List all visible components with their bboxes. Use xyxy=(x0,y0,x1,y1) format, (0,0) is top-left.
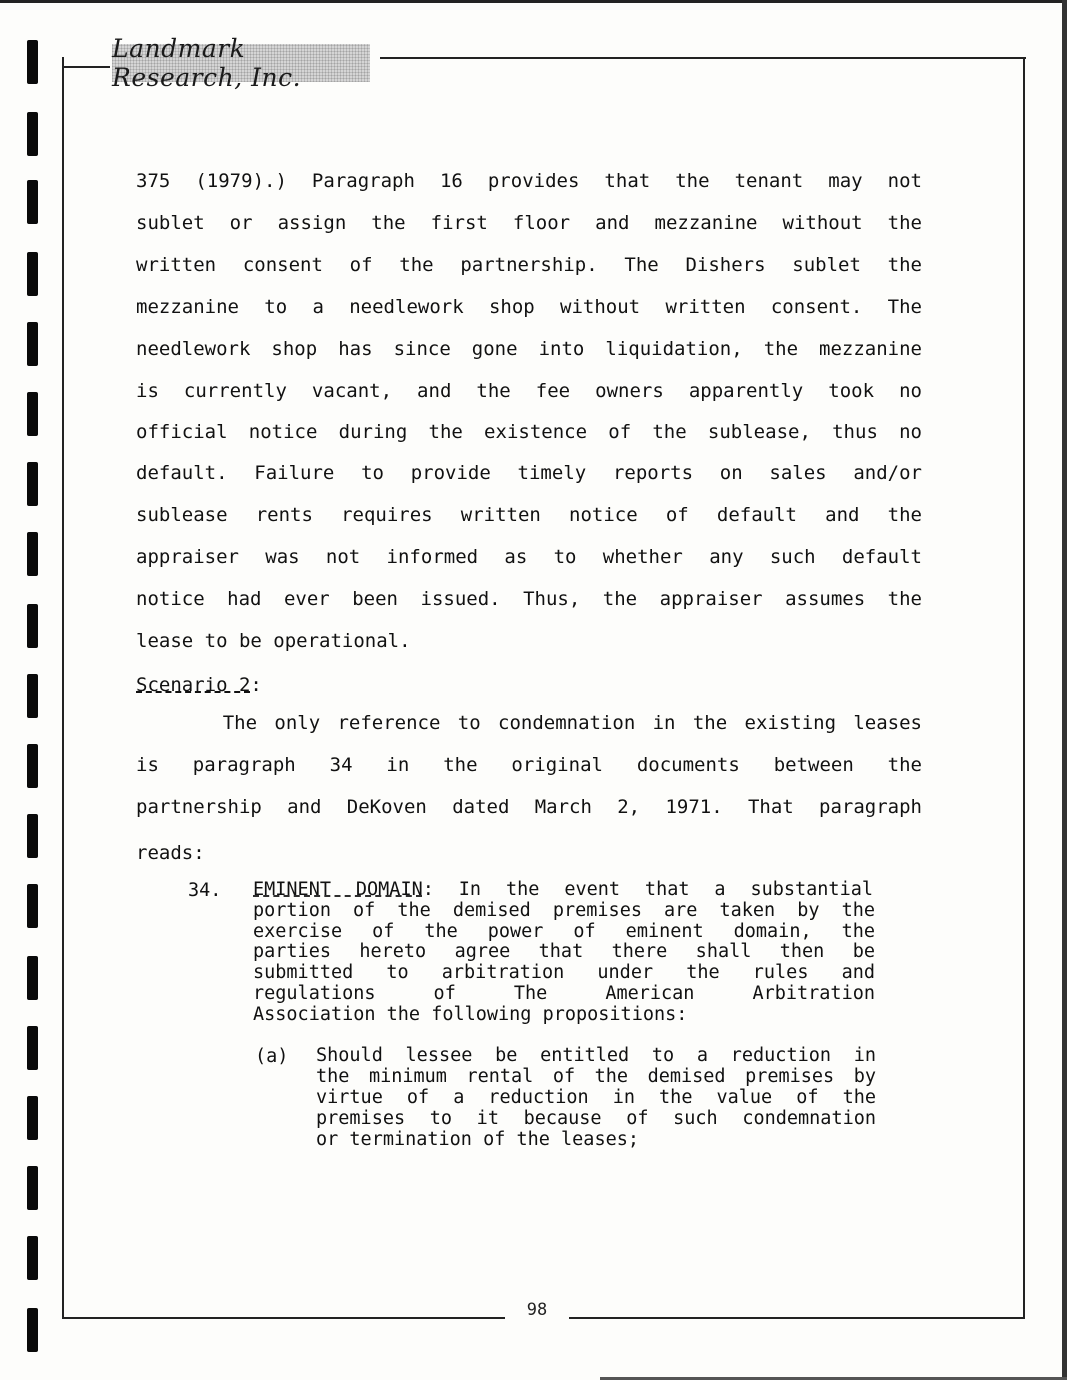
binding-hole xyxy=(27,462,38,506)
binding-hole xyxy=(27,744,38,788)
quote-sub-line: Should lessee be entitled to a reduction in xyxy=(316,1045,876,1066)
quote-sub-label: (a) xyxy=(255,1046,289,1067)
body-line: The only reference to condemnation in the existing leases xyxy=(136,712,922,734)
binding-hole xyxy=(27,1096,38,1140)
binding-hole xyxy=(27,814,38,858)
quote-line: parties hereto agree that there shall then be xyxy=(253,941,875,962)
quote-line: Association the following propositions: xyxy=(253,1004,688,1025)
body-line: sublease rents requires written notice of default and the xyxy=(136,504,922,526)
body-line: is paragraph 34 in the original documents between the xyxy=(136,754,922,776)
scan-edge-top xyxy=(0,0,1067,3)
quote-first-line-rest: : In the event that a substantial xyxy=(422,879,873,900)
body-line: notice had ever been issued. Thus, the appraiser assumes the xyxy=(136,588,922,610)
quote-line: portion of the demised premises are taken by the xyxy=(253,900,875,921)
body-line: needlework shop has since gone into liquidation, the mezzanine xyxy=(136,338,922,360)
body-line: lease to be operational. xyxy=(136,630,411,652)
section-heading-colon: : xyxy=(250,674,262,696)
binding-hole xyxy=(27,532,38,576)
scan-edge-right xyxy=(1062,0,1067,1380)
binding-hole xyxy=(27,180,38,224)
section-heading-label: Scenario 2 xyxy=(136,674,251,696)
frame-top-right-rule xyxy=(380,57,1026,59)
body-line: written consent of the partnership. The Dishers sublet the xyxy=(136,254,922,276)
binding-hole xyxy=(27,40,38,84)
body-line: mezzanine to a needlework shop without written consent. The xyxy=(136,296,922,318)
binding-hole xyxy=(27,252,38,296)
company-logo xyxy=(112,34,370,92)
binding-hole xyxy=(27,884,38,928)
frame-top-left-rule xyxy=(62,66,110,68)
binding-hole xyxy=(27,956,38,1000)
section-heading xyxy=(136,674,262,696)
quote-number: 34. xyxy=(188,880,222,901)
page-number: 98 xyxy=(526,1300,548,1320)
binding-hole xyxy=(27,1308,38,1352)
quote-line: regulations of The American Arbitration xyxy=(253,983,875,1004)
quote-first-line xyxy=(253,880,873,901)
binding-hole xyxy=(27,1026,38,1070)
quote-sub-line: or termination of the leases; xyxy=(316,1129,640,1150)
body-line: default. Failure to provide timely reports on sales and/or xyxy=(136,462,922,484)
body-line: official notice during the existence of the sublease, thus no xyxy=(136,421,922,443)
binding-hole xyxy=(27,392,38,436)
quote-sub-line: virtue of a reduction in the value of the xyxy=(316,1087,876,1108)
body-line: partnership and DeKoven dated March 2, 1971. That paragraph xyxy=(136,796,922,818)
binding-hole xyxy=(27,1166,38,1210)
body-line: reads: xyxy=(136,842,205,864)
quote-sub-line: the minimum rental of the demised premises by xyxy=(316,1066,876,1087)
binding-hole xyxy=(27,674,38,718)
quote-line: exercise of the power of eminent domain, the xyxy=(253,921,875,942)
quote-line: submitted to arbitration under the rules and xyxy=(253,962,875,983)
binding-hole xyxy=(27,604,38,648)
binding-hole xyxy=(27,112,38,156)
body-line: appraiser was not informed as to whether any such default xyxy=(136,546,922,568)
binding-hole xyxy=(27,322,38,366)
quote-sub-line: premises to it because of such condemnation xyxy=(316,1108,876,1129)
quote-title: EMINENT DOMAIN xyxy=(253,879,423,900)
logo-text: Landmark Research, Inc. xyxy=(112,34,302,92)
body-line: 375 (1979).) Paragraph 16 provides that the tenant may not xyxy=(136,170,922,192)
body-line: is currently vacant, and the fee owners apparently took no xyxy=(136,380,922,402)
body-line: sublet or assign the first floor and mezzanine without the xyxy=(136,212,922,234)
binding-hole xyxy=(27,1236,38,1280)
